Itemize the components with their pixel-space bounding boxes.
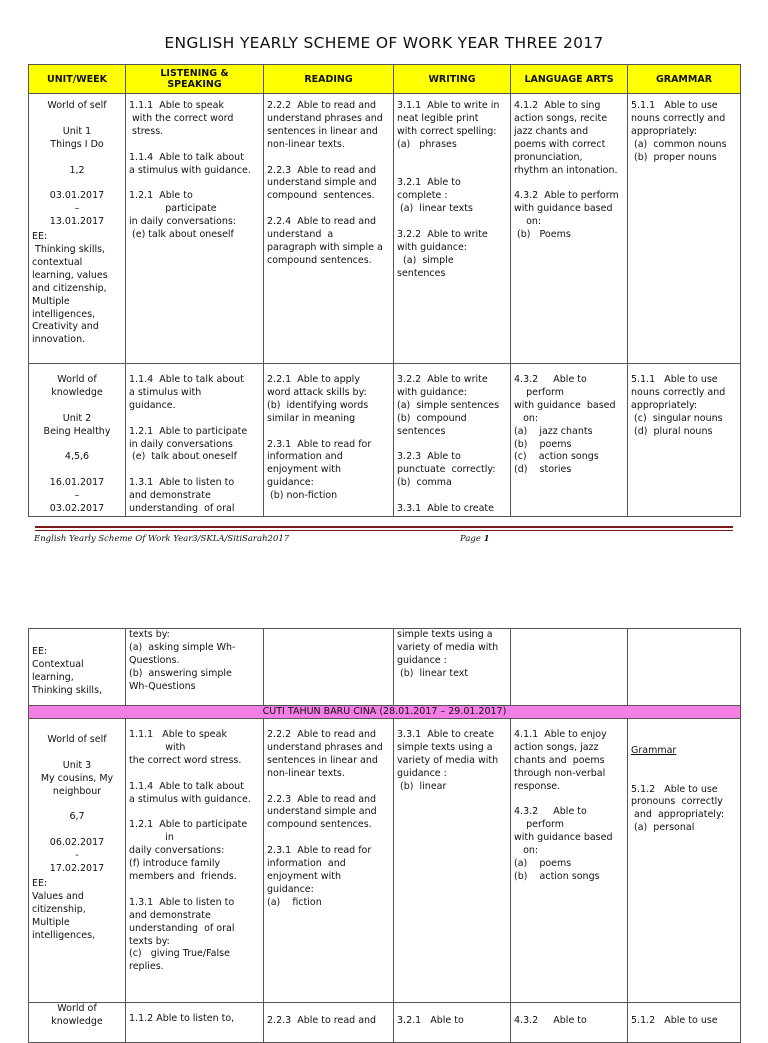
listening-text: 1.1.2 Able to listen to, bbox=[129, 1013, 235, 1024]
reading-cell bbox=[264, 719, 394, 1003]
reading-cell bbox=[264, 1003, 394, 1043]
grammar-text: 5.1.1 Able to use nouns correctly and appropriately: (a) common nouns (b) proper nouns bbox=[631, 100, 727, 163]
reading-cell bbox=[264, 94, 394, 364]
listening-text: texts by: (a) asking simple Wh- Questions. (b) answering simple Wh-Questions bbox=[129, 629, 236, 692]
listening-cell bbox=[126, 364, 264, 517]
table-row bbox=[29, 364, 741, 517]
footer-page-label: Page bbox=[460, 534, 481, 544]
listening-cell bbox=[126, 1003, 264, 1043]
table-row bbox=[29, 94, 741, 364]
grammar-cell bbox=[628, 94, 741, 364]
scheme-table-page-1 bbox=[28, 64, 741, 517]
holiday-row bbox=[29, 706, 741, 719]
unit-info: World of self Unit 1 Things I Do 1,2 03.01.2017 – 13.01.2017 bbox=[47, 100, 107, 228]
unit-ee: EE: Values and citizenship, Multiple intelligences, bbox=[32, 877, 96, 941]
language-arts-cell bbox=[511, 364, 628, 517]
listening-cell bbox=[126, 94, 264, 364]
grammar-text: 5.1.1 Able to use nouns correctly and appropriately: (c) singular nouns (d) plural nouns bbox=[631, 374, 726, 437]
header-listening-speaking: LISTENING & SPEAKING bbox=[126, 65, 264, 94]
language-arts-cell bbox=[511, 629, 628, 706]
reading-cell bbox=[264, 629, 394, 706]
header-reading: READING bbox=[264, 65, 394, 94]
header-grammar: GRAMMAR bbox=[628, 65, 741, 94]
writing-text: simple texts using a variety of media with guidance : (b) linear text bbox=[397, 629, 499, 679]
reading-text: 2.2.2 Able to read and understand phrases and sentences in linear and non-linear texts. 2.2.3 Able to read and understand simple and compound sentences. 2.2.4 Able to read and understand a paragraph with simple a compound sentences. bbox=[267, 100, 383, 266]
writing-cell bbox=[394, 629, 511, 706]
table-row bbox=[29, 629, 741, 706]
listening-text: 1.1.1 Able to speak with the correct word stress. 1.1.4 Able to talk about a stimulus with guidance. 1.2.1 Able to participate in daily conversations: (f) introduce family members and friends. 1.3.1 Able to listen to and demonstrate understanding of oral texts by: (c) giving True/False replies. bbox=[129, 729, 251, 973]
language-arts-text bbox=[511, 629, 627, 633]
scheme-table-page-2 bbox=[28, 628, 741, 1043]
writing-text: 3.1.1 Able to write in neat legible print with correct spelling: (a) phrases 3.2.1 Able to complete : (a) linear texts 3.2.2 Able to write with guidance: (a) simple sentences bbox=[397, 100, 500, 279]
listening-text: 1.1.1 Able to speak with the correct word stress. 1.1.4 Able to talk about a stimulus with guidance. 1.2.1 Able to participate in daily conversations: (e) talk about oneself bbox=[129, 100, 251, 241]
reading-text: 2.2.1 Able to apply word attack skills by: (b) identifying words similar in meaning 2.3.1 Able to read for information and enjoyment with guidance: (b) non-fiction bbox=[267, 374, 372, 502]
language-arts-cell bbox=[511, 1003, 628, 1043]
listening-cell bbox=[126, 629, 264, 706]
grammar-cell bbox=[628, 719, 741, 1003]
language-arts-text: 4.3.2 Able to bbox=[514, 1015, 587, 1026]
footer-document-label: English Yearly Scheme Of Work Year3/SKLA/SitiSarah2017 bbox=[34, 534, 290, 544]
language-arts-cell bbox=[511, 719, 628, 1003]
header-unit-week: UNIT/WEEK bbox=[29, 65, 126, 94]
listening-cell bbox=[126, 719, 264, 1003]
listening-text: 1.1.4 Able to talk about a stimulus with guidance. 1.2.1 Able to participate in daily conversations (e) talk about oneself 1.3.1 Able to listen to and demonstrate understanding of oral bbox=[129, 374, 248, 515]
language-arts-text: 4.3.2 Able to perform with guidance based on: (a) jazz chants (b) poems (c) action songs (d) stories bbox=[514, 374, 616, 476]
language-arts-text: 4.1.2 Able to sing action songs, recite jazz chants and poems with correct pronunciation, rhythm an intonation. 4.3.2 Able to perform with guidance based on: (b) Poems bbox=[514, 100, 619, 241]
writing-cell bbox=[394, 1003, 511, 1043]
reading-cell bbox=[264, 364, 394, 517]
unit-week-cell bbox=[29, 719, 126, 1003]
footer-page-indicator bbox=[460, 534, 490, 544]
grammar-heading-wrap bbox=[628, 719, 740, 784]
grammar-text: 5.1.2 Able to use bbox=[631, 1015, 718, 1026]
writing-cell bbox=[394, 364, 511, 517]
unit-ee: EE: Contextual learning, Thinking skills, bbox=[32, 645, 103, 696]
footer-rule bbox=[35, 530, 733, 531]
grammar-text: 5.1.2 Able to use pronouns correctly and appropriately: (a) personal bbox=[631, 783, 725, 834]
reading-text: 2.2.3 Able to read and bbox=[267, 1015, 377, 1026]
unit-ee: EE: Thinking skills, contextual learning, values and citizenship, Multiple intelligences, Creativity and innovation. bbox=[32, 231, 108, 346]
unit-info: World of knowledge Unit 2 Being Healthy 4,5,6 16.01.2017 – 03.02.2017 bbox=[43, 374, 111, 515]
writing-cell bbox=[394, 94, 511, 364]
language-arts-text: 4.1.1 Able to enjoy action songs, jazz chants and poems through non-verbal response. 4.3.2 Able to perform with guidance based on: (a) poems (b) action songs bbox=[514, 729, 613, 882]
unit-info: World of knowledge bbox=[51, 1003, 103, 1027]
table-header-row bbox=[29, 65, 741, 94]
unit-info: World of self Unit 3 My cousins, My neighbour 6,7 06.02.2017 - 17.02.2017 bbox=[40, 733, 114, 874]
unit-week-cell bbox=[29, 629, 126, 706]
writing-cell bbox=[394, 719, 511, 1003]
reading-text bbox=[264, 629, 393, 633]
grammar-cell bbox=[628, 629, 741, 706]
writing-text: 3.3.1 Able to create simple texts using a variety of media with guidance : (b) linear bbox=[397, 729, 499, 792]
table-row bbox=[29, 719, 741, 1003]
document-title: ENGLISH YEARLY SCHEME OF WORK YEAR THREE 2017 bbox=[164, 34, 604, 52]
header-writing: WRITING bbox=[394, 65, 511, 94]
document-page-2 bbox=[0, 588, 768, 1027]
footer-rule bbox=[35, 526, 733, 528]
unit-week-cell bbox=[29, 1003, 126, 1043]
table-row bbox=[29, 1003, 741, 1043]
grammar-cell bbox=[628, 1003, 741, 1043]
writing-text: 3.2.2 Able to write with guidance: (a) simple sentences (b) compound sentences 3.2.3 Able to punctuate correctly: (b) comma 3.3.1 Able to create bbox=[397, 374, 500, 515]
unit-week-cell bbox=[29, 94, 126, 364]
holiday-banner: CUTI TAHUN BARU CINA (28.01.2017 – 29.01.2017) bbox=[29, 706, 741, 719]
language-arts-cell bbox=[511, 94, 628, 364]
writing-text: 3.2.1 Able to bbox=[397, 1015, 464, 1026]
page-gap bbox=[0, 560, 768, 588]
grammar-cell bbox=[628, 364, 741, 517]
unit-week-cell bbox=[29, 364, 126, 517]
footer-page-number: 1 bbox=[483, 534, 490, 544]
reading-text: 2.2.2 Able to read and understand phrases and sentences in linear and non-linear texts. 2.2.3 Able to read and understand simple and compound sentences. 2.3.1 Able to read for information and enjoyment with guidance: (a) fiction bbox=[267, 729, 383, 908]
grammar-heading: Grammar bbox=[631, 744, 677, 756]
header-language-arts: LANGUAGE ARTS bbox=[511, 65, 628, 94]
grammar-text bbox=[628, 629, 740, 633]
